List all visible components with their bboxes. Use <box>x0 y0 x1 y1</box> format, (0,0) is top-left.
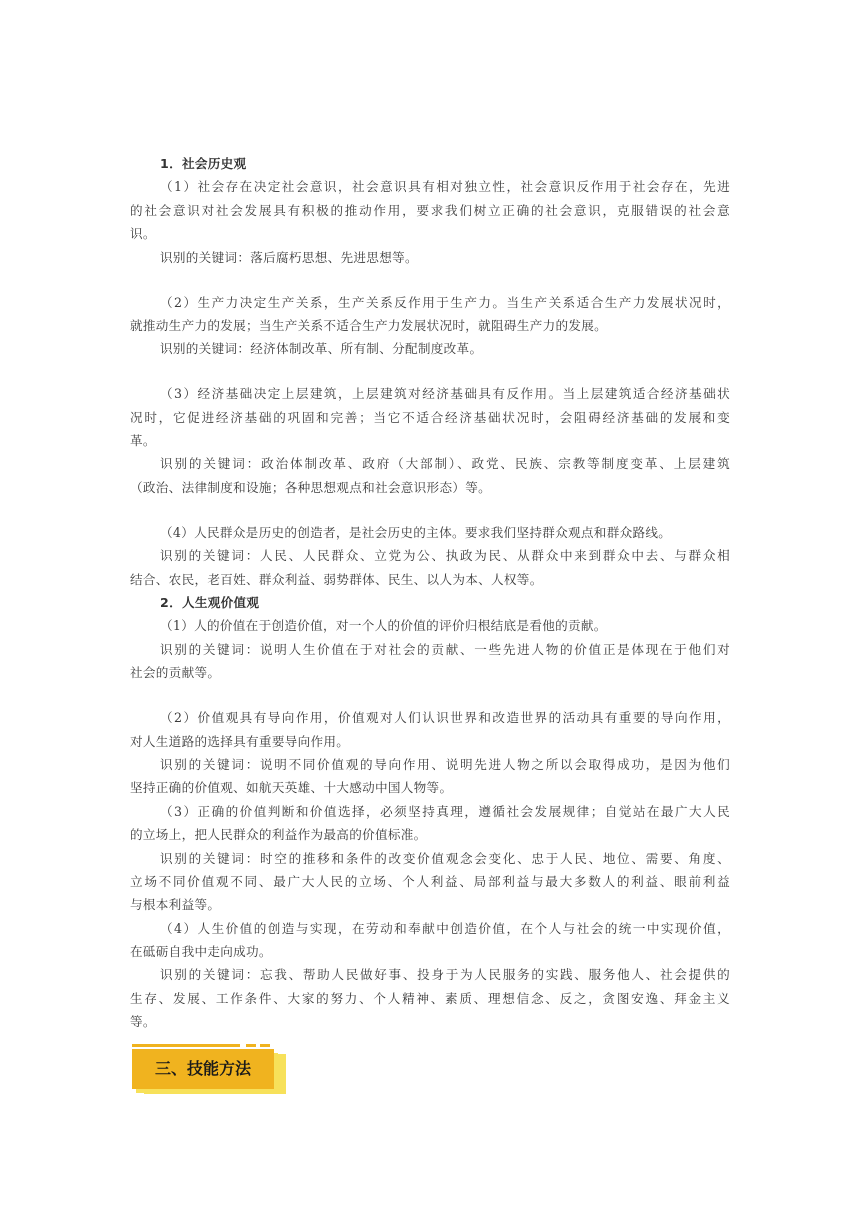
keyword-line: 识别的关键词：人民、人民群众、立党为公、执政为民、从群众中来到群众中去、与群众相 <box>160 548 730 564</box>
keyword-line: 识别的关键词：经济体制改革、所有制、分配制度改革。 <box>160 341 483 357</box>
paragraph-line: （2）生产力决定生产关系，生产关系反作用于生产力。当生产关系适合生产力发展状况时， <box>160 294 730 310</box>
keyword-line: 等。 <box>130 1014 156 1030</box>
keyword-line: 识别的关键词：时空的推移和条件的改变价值观念会变化、忠于人民、地位、需要、角度、 <box>160 850 730 866</box>
paragraph-line: （1）社会存在决定社会意识，社会意识具有相对独立性，社会意识反作用于社会存在，先进 <box>160 179 730 195</box>
paragraph-line: 的立场上，把人民群众的利益作为最高的价值标准。 <box>130 827 427 843</box>
paragraph-line: 的社会意识对社会发展具有积极的推动作用，要求我们树立正确的社会意识，克服错误的社会意 <box>130 202 730 218</box>
keyword-line: 结合、农民，老百姓、群众利益、弱势群体、民生、以人为本、人权等。 <box>130 571 543 587</box>
section-heading-social-history: 1．社会历史观 <box>160 156 247 171</box>
keyword-line: 坚持正确的价值观、如航天英雄、十大感动中国人物等。 <box>130 780 453 796</box>
paragraph-line: 对人生道路的选择具有重要导向作用。 <box>130 733 350 749</box>
keyword-line: 识别的关键词：忘我、帮助人民做好事、投身于为人民服务的实践、服务他人、社会提供的 <box>160 967 730 983</box>
keyword-line: （政治、法律制度和设施；各种思想观点和社会意识形态）等。 <box>130 479 492 495</box>
section-banner-skills-methods <box>132 1044 288 1098</box>
banner-decoration <box>132 1044 240 1047</box>
paragraph-line: （3）经济基础决定上层建筑，上层建筑对经济基础具有反作用。当上层建筑适合经济基础状 <box>160 386 730 402</box>
paragraph-line: （1）人的价值在于创造价值，对一个人的价值的评价归根结底是看他的贡献。 <box>160 618 607 634</box>
paragraph-line: （2）价值观具有导向作用，价值观对人们认识世界和改造世界的活动具有重要的导向作用， <box>160 710 730 726</box>
keyword-line: 与根本利益等。 <box>130 897 221 913</box>
paragraph-line: （4）人生价值的创造与实现，在劳动和奉献中创造价值，在个人与社会的统一中实现价值， <box>160 920 730 936</box>
paragraph-line: 在砥砺自我中走向成功。 <box>130 944 272 960</box>
paragraph-line: 就推动生产力的发展；当生产关系不适合生产力发展状况时，就阻碍生产力的发展。 <box>130 317 608 333</box>
section-heading-life-values: 2．人生观价值观 <box>160 595 260 611</box>
keyword-line: 识别的关键词：落后腐朽思想、先进思想等。 <box>160 249 418 265</box>
keyword-line: 生存、发展、工作条件、大家的努力、个人精神、素质、理想信念、反之，贪图安逸、拜金主义 <box>130 990 730 1006</box>
document-body <box>130 152 730 1034</box>
paragraph-line: （4）人民群众是历史的创造者，是社会历史的主体。要求我们坚持群众观点和群众路线。 <box>160 524 672 540</box>
keyword-line: 识别的关键词：说明不同价值观的导向作用、说明先进人物之所以会取得成功，是因为他们 <box>160 756 730 772</box>
banner-label: 三、技能方法 <box>154 1059 251 1078</box>
keyword-line: 识别的关键词：政治体制改革、政府（大部制）、政党、民族、宗教等制度变革、上层建筑 <box>160 456 730 472</box>
banner-decoration <box>246 1044 256 1047</box>
paragraph-line: 识。 <box>130 226 156 242</box>
keyword-line: 立场不同价值观不同、最广大人民的立场、个人利益、局部利益与最大多数人的利益、眼前利益 <box>130 873 730 889</box>
keyword-line: 识别的关键词：说明人生价值在于对社会的贡献、一些先进人物的价值正是体现在于他们对 <box>160 641 730 657</box>
paragraph-line: 况时，它促进经济基础的巩固和完善；当它不适合经济基础状况时，会阻碍经济基础的发展和变 <box>130 409 730 425</box>
banner-decoration <box>260 1044 270 1047</box>
paragraph-line: 革。 <box>130 433 156 449</box>
keyword-line: 社会的贡献等。 <box>130 665 221 681</box>
paragraph-line: （3）正确的价值判断和价值选择，必须坚持真理，遵循社会发展规律；自觉站在最广大人民 <box>160 803 730 819</box>
